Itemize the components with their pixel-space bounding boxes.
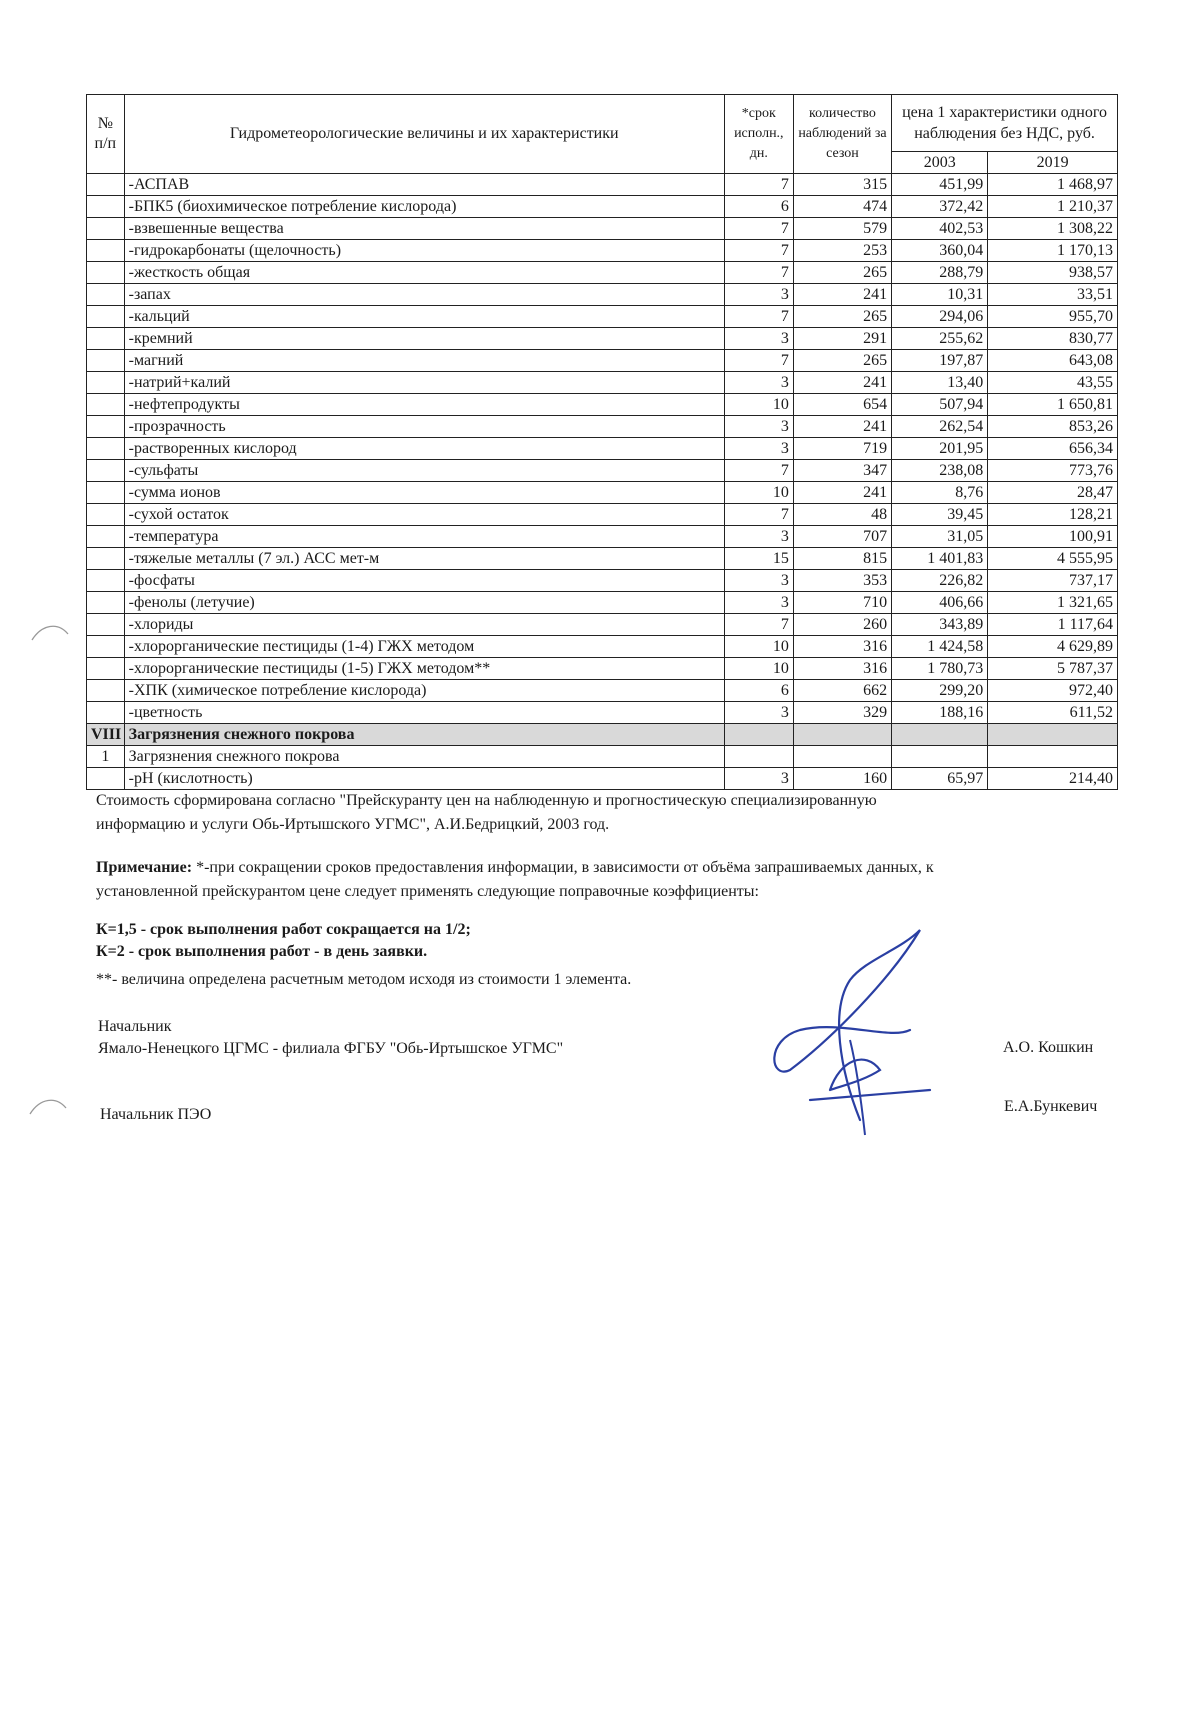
row-name: Загрязнения снежного покрова — [124, 724, 724, 746]
table-row — [87, 174, 1118, 196]
row-number — [87, 768, 125, 790]
row-price-2019: 830,77 — [988, 328, 1118, 350]
row-number — [87, 570, 125, 592]
hole-punch-mark-icon — [30, 620, 70, 650]
row-name: -гидрокарбонаты (щелочность) — [124, 240, 724, 262]
row-count: 316 — [793, 636, 891, 658]
row-price-2019: 938,57 — [988, 262, 1118, 284]
row-count: 347 — [793, 460, 891, 482]
row-term — [724, 724, 793, 746]
row-number — [87, 460, 125, 482]
row-number — [87, 482, 125, 504]
table-row — [87, 768, 1118, 790]
row-term: 3 — [724, 702, 793, 724]
row-price-2003: 343,89 — [892, 614, 988, 636]
row-name: -тяжелые металлы (7 эл.) АСС мет-м — [124, 548, 724, 570]
row-price-2019: 656,34 — [988, 438, 1118, 460]
table-header-row — [87, 95, 1118, 152]
row-term: 6 — [724, 680, 793, 702]
row-term: 3 — [724, 768, 793, 790]
row-name: -фенолы (летучие) — [124, 592, 724, 614]
row-price-2003: 1 424,58 — [892, 636, 988, 658]
row-number — [87, 614, 125, 636]
row-price-2019: 1 170,13 — [988, 240, 1118, 262]
row-price-2003: 226,82 — [892, 570, 988, 592]
row-price-2019: 5 787,37 — [988, 658, 1118, 680]
row-term: 7 — [724, 306, 793, 328]
coefficients — [96, 919, 1096, 963]
row-price-2003: 372,42 — [892, 196, 988, 218]
table-row — [87, 372, 1118, 394]
row-number — [87, 262, 125, 284]
coefficient-k2: К=2 - срок выполнения работ - в день заявки. — [96, 943, 428, 960]
row-term: 7 — [724, 218, 793, 240]
row-price-2019: 100,91 — [988, 526, 1118, 548]
row-name: -магний — [124, 350, 724, 372]
table-row — [87, 284, 1118, 306]
handwritten-signature-icon — [770, 920, 940, 1150]
row-price-2019: 643,08 — [988, 350, 1118, 372]
table-row — [87, 460, 1118, 482]
table-row — [87, 416, 1118, 438]
row-number — [87, 526, 125, 548]
signer-1-title-line-1: Начальник — [98, 1018, 172, 1035]
row-name: -растворенных кислород — [124, 438, 724, 460]
remark-note — [96, 856, 1096, 904]
row-price-2003: 1 780,73 — [892, 658, 988, 680]
table-row — [87, 438, 1118, 460]
row-price-2003: 1 401,83 — [892, 548, 988, 570]
row-name: -БПК5 (биохимическое потребление кислорода) — [124, 196, 724, 218]
row-name: -сумма ионов — [124, 482, 724, 504]
row-name: -натрий+калий — [124, 372, 724, 394]
signer-2-name: Е.А.Бункевич — [1004, 1098, 1098, 1115]
row-price-2003: 8,76 — [892, 482, 988, 504]
table-row — [87, 504, 1118, 526]
row-price-2019: 955,70 — [988, 306, 1118, 328]
row-name: Загрязнения снежного покрова — [124, 746, 724, 768]
row-count: 48 — [793, 504, 891, 526]
header-year-2003: 2003 — [892, 152, 988, 174]
row-count: 662 — [793, 680, 891, 702]
row-number — [87, 196, 125, 218]
row-number: 1 — [87, 746, 125, 768]
row-count: 241 — [793, 372, 891, 394]
row-count: 265 — [793, 262, 891, 284]
row-name: -рН (кислотность) — [124, 768, 724, 790]
row-price-2003: 188,16 — [892, 702, 988, 724]
row-count: 315 — [793, 174, 891, 196]
row-number — [87, 548, 125, 570]
row-count: 260 — [793, 614, 891, 636]
row-count: 160 — [793, 768, 891, 790]
row-price-2019: 611,52 — [988, 702, 1118, 724]
row-name: -сульфаты — [124, 460, 724, 482]
row-number — [87, 658, 125, 680]
row-count: 579 — [793, 218, 891, 240]
row-price-2019: 1 210,37 — [988, 196, 1118, 218]
row-price-2003 — [892, 746, 988, 768]
row-count: 329 — [793, 702, 891, 724]
row-term: 7 — [724, 262, 793, 284]
header-year-2019: 2019 — [988, 152, 1118, 174]
row-term: 7 — [724, 240, 793, 262]
row-price-2003: 507,94 — [892, 394, 988, 416]
row-term: 3 — [724, 438, 793, 460]
row-term: 3 — [724, 592, 793, 614]
row-number: VIII — [87, 724, 125, 746]
row-number — [87, 350, 125, 372]
row-term: 10 — [724, 394, 793, 416]
row-name: -ХПК (химическое потребление кислорода) — [124, 680, 724, 702]
row-number — [87, 504, 125, 526]
signer-2-title: Начальник ПЭО — [100, 1106, 212, 1123]
row-price-2019: 4 555,95 — [988, 548, 1118, 570]
row-number — [87, 372, 125, 394]
row-count: 719 — [793, 438, 891, 460]
row-price-2019: 4 629,89 — [988, 636, 1118, 658]
table-row — [87, 350, 1118, 372]
row-price-2019: 1 308,22 — [988, 218, 1118, 240]
table-row — [87, 614, 1118, 636]
row-number — [87, 636, 125, 658]
row-term: 10 — [724, 482, 793, 504]
header-num: № п/п — [87, 95, 125, 174]
row-price-2019: 1 321,65 — [988, 592, 1118, 614]
row-name: -нефтепродукты — [124, 394, 724, 416]
table-row — [87, 240, 1118, 262]
row-count: 241 — [793, 284, 891, 306]
row-count: 265 — [793, 306, 891, 328]
cost-line-1: Стоимость сформирована согласно "Прейскуранту цен на наблюденную и прогностическую специализированную — [96, 792, 877, 809]
row-name: -жесткость общая — [124, 262, 724, 284]
row-count: 815 — [793, 548, 891, 570]
row-name: -прозрачность — [124, 416, 724, 438]
row-number — [87, 680, 125, 702]
row-price-2019: 33,51 — [988, 284, 1118, 306]
row-term: 15 — [724, 548, 793, 570]
table-row — [87, 526, 1118, 548]
row-price-2003: 10,31 — [892, 284, 988, 306]
row-term: 3 — [724, 372, 793, 394]
table-row — [87, 636, 1118, 658]
row-name: -хлорорганические пестициды (1-4) ГЖХ методом — [124, 636, 724, 658]
row-count: 265 — [793, 350, 891, 372]
row-term: 7 — [724, 504, 793, 526]
row-price-2019: 1 468,97 — [988, 174, 1118, 196]
row-price-2003: 262,54 — [892, 416, 988, 438]
signer-1-title — [98, 1016, 563, 1060]
row-price-2019 — [988, 746, 1118, 768]
row-count: 654 — [793, 394, 891, 416]
row-term: 6 — [724, 196, 793, 218]
row-name: -взвешенные вещества — [124, 218, 724, 240]
row-price-2003: 13,40 — [892, 372, 988, 394]
row-price-2003: 201,95 — [892, 438, 988, 460]
row-term: 7 — [724, 614, 793, 636]
row-number — [87, 240, 125, 262]
row-number — [87, 174, 125, 196]
table-row — [87, 328, 1118, 350]
row-price-2003: 451,99 — [892, 174, 988, 196]
row-name: -цветность — [124, 702, 724, 724]
row-count: 316 — [793, 658, 891, 680]
row-count — [793, 724, 891, 746]
cost-source-note — [96, 789, 1096, 837]
row-count: 291 — [793, 328, 891, 350]
row-price-2003: 288,79 — [892, 262, 988, 284]
table-row — [87, 196, 1118, 218]
row-price-2019: 214,40 — [988, 768, 1118, 790]
row-price-2003 — [892, 724, 988, 746]
row-name: -запах — [124, 284, 724, 306]
row-price-2003: 299,20 — [892, 680, 988, 702]
row-number — [87, 284, 125, 306]
row-term: 3 — [724, 284, 793, 306]
row-number — [87, 394, 125, 416]
row-term: 3 — [724, 570, 793, 592]
row-name: -сухой остаток — [124, 504, 724, 526]
row-price-2019: 853,26 — [988, 416, 1118, 438]
row-price-2003: 406,66 — [892, 592, 988, 614]
table-row — [87, 658, 1118, 680]
row-term: 7 — [724, 460, 793, 482]
row-count: 241 — [793, 416, 891, 438]
row-price-2019: 43,55 — [988, 372, 1118, 394]
row-name: -хлориды — [124, 614, 724, 636]
row-price-2019: 972,40 — [988, 680, 1118, 702]
row-price-2003: 360,04 — [892, 240, 988, 262]
row-term: 7 — [724, 174, 793, 196]
table-row — [87, 702, 1118, 724]
table-row — [87, 724, 1118, 746]
table-row — [87, 262, 1118, 284]
table-row — [87, 680, 1118, 702]
cost-line-2: информацию и услуги Обь-Иртышского УГМС", А.И.Бедрицкий, 2003 год. — [96, 816, 610, 833]
remark-label: Примечание: — [96, 859, 193, 876]
row-term: 3 — [724, 526, 793, 548]
header-term: *срок исполн., дн. — [724, 95, 793, 174]
price-table — [86, 94, 1118, 790]
row-term: 7 — [724, 350, 793, 372]
row-number — [87, 306, 125, 328]
row-name: -хлорорганические пестициды (1-5) ГЖХ методом** — [124, 658, 724, 680]
row-number — [87, 592, 125, 614]
row-price-2019: 128,21 — [988, 504, 1118, 526]
row-name: -АСПАВ — [124, 174, 724, 196]
row-price-2019: 28,47 — [988, 482, 1118, 504]
footnote: **- величина определена расчетным методом исходя из стоимости 1 элемента. — [96, 971, 632, 988]
remark-text-1: *-при сокращении сроков предоставления информации, в зависимости от объёма запрашиваемых данных, к — [192, 859, 934, 876]
row-count: 707 — [793, 526, 891, 548]
row-price-2019: 737,17 — [988, 570, 1118, 592]
table-row — [87, 570, 1118, 592]
row-count: 241 — [793, 482, 891, 504]
row-term — [724, 746, 793, 768]
signer-1-name: А.О. Кошкин — [1003, 1039, 1094, 1056]
header-name: Гидрометеорологические величины и их характеристики — [124, 95, 724, 174]
header-price: цена 1 характеристики одного наблюдения без НДС, руб. — [892, 95, 1118, 152]
row-name: -температура — [124, 526, 724, 548]
hole-punch-mark-icon — [28, 1094, 68, 1124]
row-price-2019 — [988, 724, 1118, 746]
row-number — [87, 438, 125, 460]
row-name: -кальций — [124, 306, 724, 328]
table-row — [87, 218, 1118, 240]
row-number — [87, 328, 125, 350]
table-row — [87, 394, 1118, 416]
row-price-2003: 294,06 — [892, 306, 988, 328]
row-count: 474 — [793, 196, 891, 218]
row-name: -кремний — [124, 328, 724, 350]
row-price-2019: 773,76 — [988, 460, 1118, 482]
row-price-2003: 402,53 — [892, 218, 988, 240]
row-name: -фосфаты — [124, 570, 724, 592]
coefficient-k1: К=1,5 - срок выполнения работ сокращается на 1/2; — [96, 921, 471, 938]
row-term: 10 — [724, 636, 793, 658]
row-number — [87, 702, 125, 724]
table-row — [87, 306, 1118, 328]
row-price-2003: 65,97 — [892, 768, 988, 790]
row-price-2019: 1 117,64 — [988, 614, 1118, 636]
table-body — [87, 174, 1118, 790]
row-count: 710 — [793, 592, 891, 614]
row-term: 3 — [724, 328, 793, 350]
row-count — [793, 746, 891, 768]
table-row — [87, 592, 1118, 614]
row-price-2003: 238,08 — [892, 460, 988, 482]
row-term: 3 — [724, 416, 793, 438]
row-price-2003: 31,05 — [892, 526, 988, 548]
row-price-2003: 255,62 — [892, 328, 988, 350]
row-price-2019: 1 650,81 — [988, 394, 1118, 416]
header-count: количество наблюдений за сезон — [793, 95, 891, 174]
remark-line-1 — [96, 856, 1096, 880]
row-price-2003: 39,45 — [892, 504, 988, 526]
table-row — [87, 548, 1118, 570]
row-number — [87, 416, 125, 438]
table-row — [87, 482, 1118, 504]
remark-line-2: установленной прейскурантом цене следует применять следующие поправочные коэффициенты: — [96, 883, 759, 900]
row-term: 10 — [724, 658, 793, 680]
signer-1-title-line-2: Ямало-Ненецкого ЦГМС - филиала ФГБУ "Обь-Иртышское УГМС" — [98, 1040, 564, 1057]
row-price-2003: 197,87 — [892, 350, 988, 372]
row-number — [87, 218, 125, 240]
row-count: 253 — [793, 240, 891, 262]
row-count: 353 — [793, 570, 891, 592]
table-row — [87, 746, 1118, 768]
